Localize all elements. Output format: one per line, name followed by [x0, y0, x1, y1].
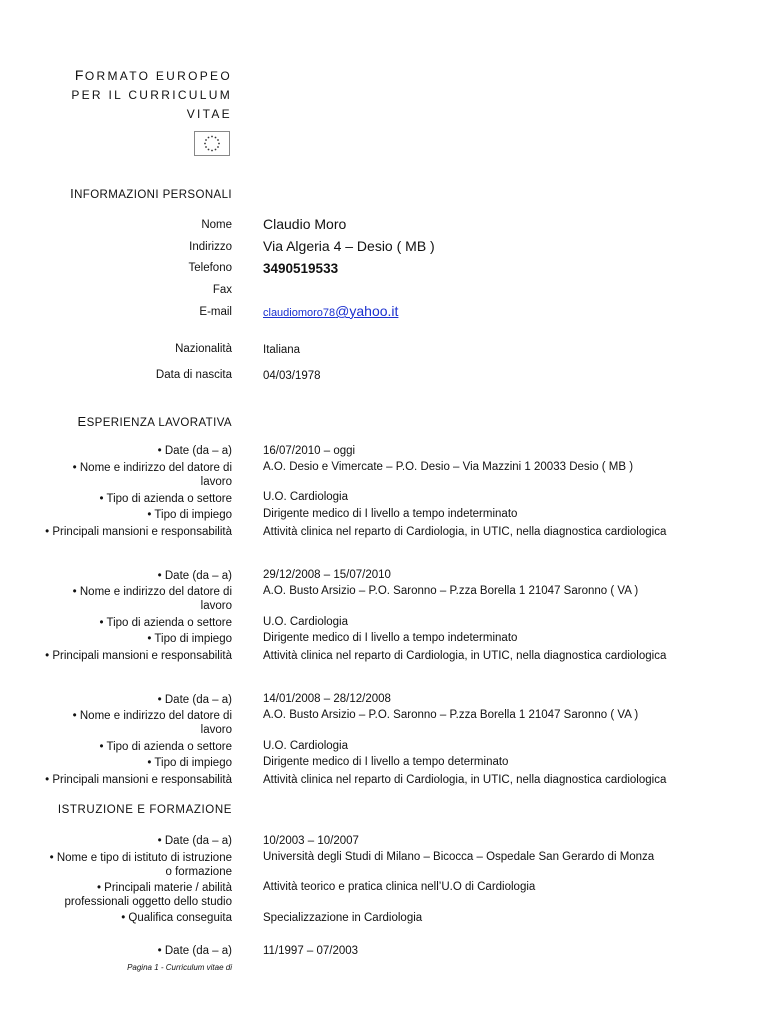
label-duties: • Principali mansioni e responsabilità — [45, 650, 232, 662]
label-nazionalita: Nazionalità — [175, 343, 232, 355]
page-footer: Pagina 1 - Curriculum vitae di — [127, 963, 232, 972]
job-2-duties: Attività clinica nel reparto di Cardiologia, in UTIC, nella diagnostica cardiologica — [263, 650, 667, 662]
email-link[interactable]: claudiomoro78@yahoo.it — [263, 303, 399, 319]
job-1-duties: Attività clinica nel reparto di Cardiologia, in UTIC, nella diagnostica cardiologica — [263, 526, 667, 538]
job-1-type: Dirigente medico di I livello a tempo indeterminato — [263, 508, 518, 520]
label-indirizzo: Indirizzo — [189, 241, 232, 253]
value-nazionalita: Italiana — [263, 344, 301, 356]
job-1-employer: A.O. Desio e Vimercate – P.O. Desio – Via Mazzini 1 20033 Desio ( MB ) — [263, 461, 634, 473]
label-sector: • Tipo di azienda o settore — [99, 617, 232, 629]
label-dates: • Date (da – a) — [157, 445, 232, 457]
label-nome: Nome — [201, 219, 232, 231]
label-employer: • Nome e indirizzo del datore di lavoro — [72, 462, 232, 488]
section-education: ISTRUZIONE E FORMAZIONE — [57, 804, 232, 816]
edu-2-dates: 11/1997 – 07/2003 — [263, 945, 359, 957]
job-2-sector: U.O. Cardiologia — [263, 616, 349, 628]
label-dates: • Date (da – a) — [157, 694, 232, 706]
job-1-sector: U.O. Cardiologia — [263, 491, 349, 503]
label-subjects: • Principali materie / abilità professionali oggetto dello studio — [64, 882, 232, 908]
label-qualification: • Qualifica conseguita — [121, 912, 232, 924]
label-email: E-mail — [199, 306, 232, 318]
title-line-1: FORMATO EUROPEO — [74, 67, 232, 83]
edu-1-institute: Università degli Studi di Milano – Bicocca – Ospedale San Gerardo di Monza — [263, 851, 655, 863]
section-personal-info: INFORMAZIONI PERSONALI — [70, 186, 232, 201]
label-job-type: • Tipo di impiego — [147, 633, 232, 645]
eu-flag-icon — [194, 131, 230, 156]
job-1-dates: 16/07/2010 – oggi — [263, 445, 356, 457]
job-3-dates: 14/01/2008 – 28/12/2008 — [263, 693, 391, 705]
label-fax: Fax — [212, 284, 232, 296]
cv-title — [71, 66, 232, 124]
label-duties: • Principali mansioni e responsabilità — [45, 526, 232, 538]
label-job-type: • Tipo di impiego — [147, 509, 232, 521]
value-telefono: 3490519533 — [263, 261, 339, 276]
edu-1-qualification: Specializzazione in Cardiologia — [263, 912, 423, 924]
value-data-nascita: 04/03/1978 — [263, 370, 321, 382]
title-line-2: PER IL CURRICULUM — [71, 88, 232, 102]
label-employer: • Nome e indirizzo del datore di lavoro — [72, 710, 232, 736]
job-3-employer: A.O. Busto Arsizio – P.O. Saronno – P.zza Borella 1 21047 Saronno ( VA ) — [263, 709, 639, 721]
label-job-type: • Tipo di impiego — [147, 757, 232, 769]
value-nome: Claudio Moro — [263, 216, 347, 232]
label-duties: • Principali mansioni e responsabilità — [45, 774, 232, 786]
job-2-type: Dirigente medico di I livello a tempo indeterminato — [263, 632, 518, 644]
label-institute: • Nome e tipo di istituto di istruzione o formazione — [49, 852, 232, 878]
job-3-duties: Attività clinica nel reparto di Cardiologia, in UTIC, nella diagnostica cardiologica — [263, 774, 667, 786]
title-line-3: VITAE — [186, 107, 232, 121]
label-sector: • Tipo di azienda o settore — [99, 493, 232, 505]
section-work-experience: ESPERIENZA LAVORATIVA — [77, 414, 232, 429]
label-sector: • Tipo di azienda o settore — [99, 741, 232, 753]
label-telefono: Telefono — [188, 262, 232, 274]
label-data-nascita: Data di nascita — [155, 369, 232, 381]
label-dates: • Date (da – a) — [157, 570, 232, 582]
edu-1-subjects: Attività teorico e pratica clinica nell’U.O di Cardiologia — [263, 881, 536, 893]
job-3-type: Dirigente medico di I livello a tempo determinato — [263, 756, 509, 768]
label-employer: • Nome e indirizzo del datore di lavoro — [72, 586, 232, 612]
label-dates: • Date (da – a) — [157, 945, 232, 957]
value-indirizzo: Via Algeria 4 – Desio ( MB ) — [263, 238, 435, 254]
job-3-sector: U.O. Cardiologia — [263, 740, 349, 752]
job-2-dates: 29/12/2008 – 15/07/2010 — [263, 569, 391, 581]
edu-1-dates: 10/2003 – 10/2007 — [263, 835, 359, 847]
label-dates: • Date (da – a) — [157, 835, 232, 847]
job-2-employer: A.O. Busto Arsizio – P.O. Saronno – P.zza Borella 1 21047 Saronno ( VA ) — [263, 585, 639, 597]
